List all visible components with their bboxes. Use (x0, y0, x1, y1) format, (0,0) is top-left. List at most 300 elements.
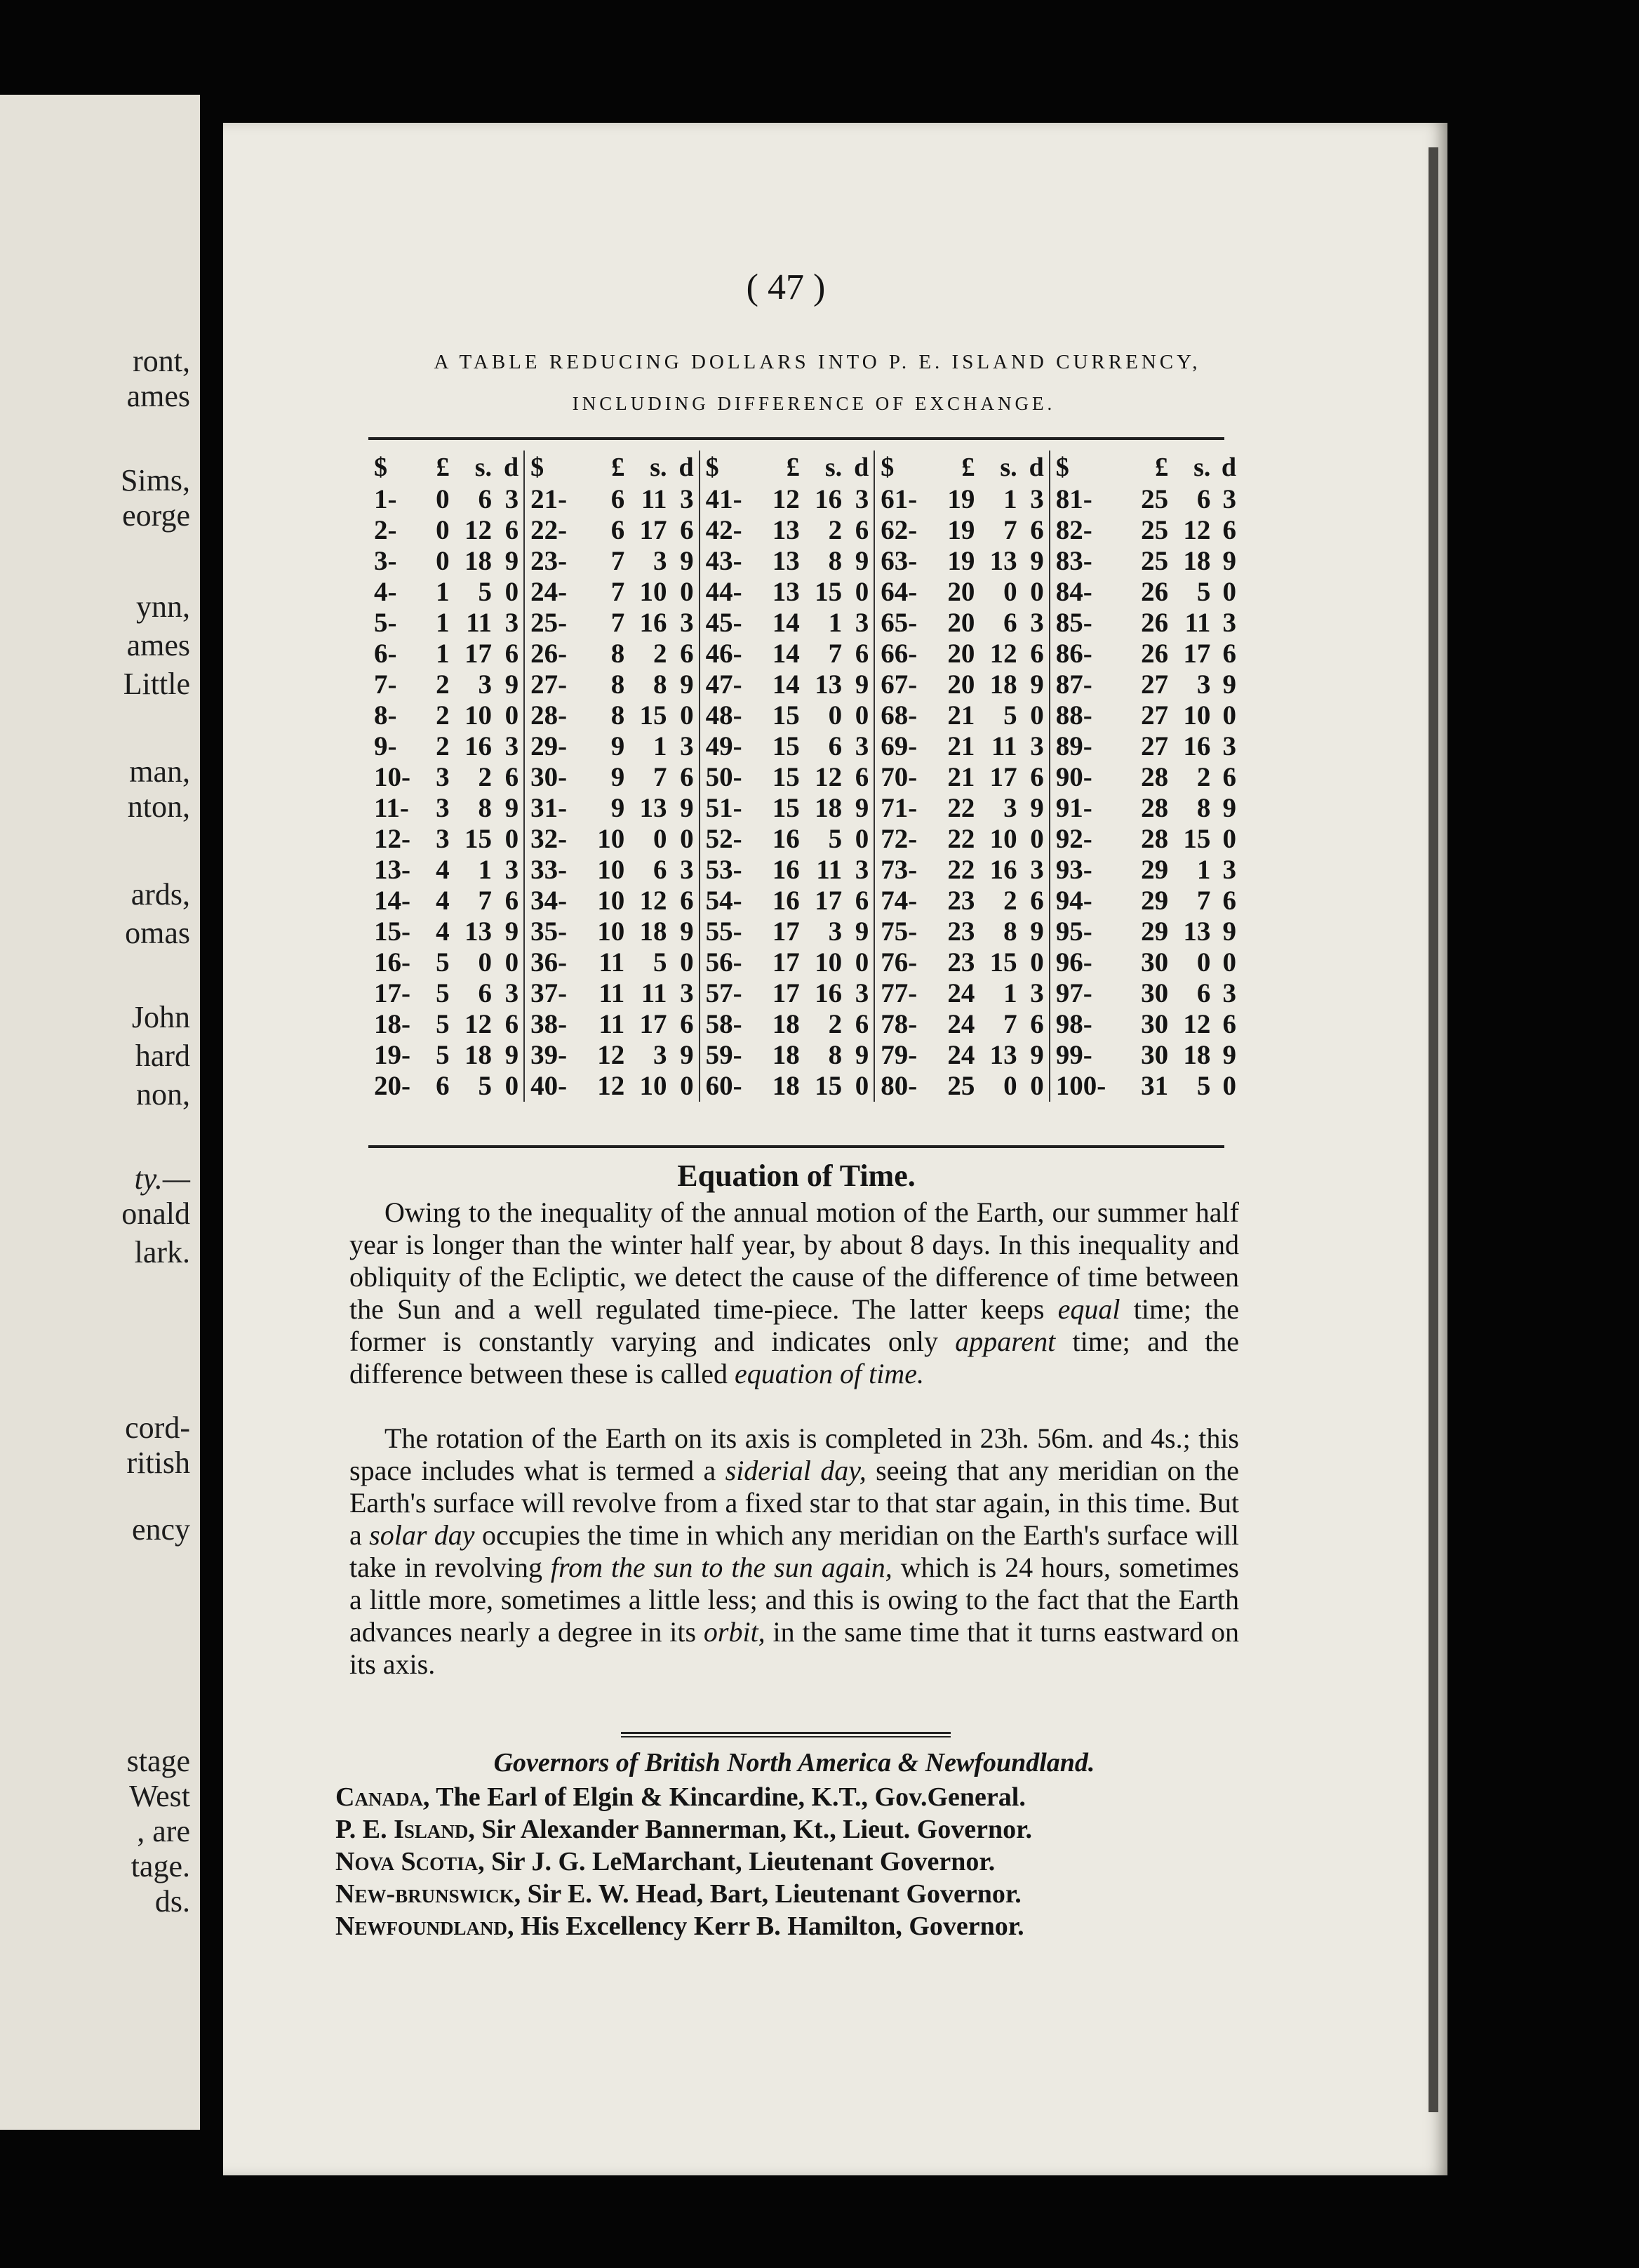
table-cell: 0 (1222, 700, 1236, 731)
table-cell: 18 (1183, 1040, 1211, 1070)
table-cell: 12- (374, 824, 410, 854)
table-cell: 0 (1222, 577, 1236, 607)
table-cell: 6 (1019, 762, 1050, 793)
table-cell: 0 (478, 947, 492, 978)
table-cell: 6 (436, 1071, 450, 1101)
table-row (368, 515, 1238, 546)
table-cell: 16 (1183, 731, 1211, 761)
table-cell: 2 (653, 639, 667, 669)
table-cell: 30 (1141, 1040, 1169, 1070)
facing-page-line: omas (125, 916, 190, 950)
table-cell: 14 (772, 669, 800, 700)
table-cell: 58- (705, 1009, 742, 1039)
table-cell: 24 (947, 978, 975, 1008)
province-name: P. E. Island, (335, 1815, 475, 1844)
table-cell: 5 (436, 1040, 450, 1070)
table-cell: 3 (844, 855, 874, 886)
column-header: £ (786, 453, 800, 482)
table-cell: 99- (1055, 1040, 1092, 1070)
column-header: d (1019, 451, 1050, 484)
table-cell: 13 (464, 916, 492, 947)
table-cell: 55- (705, 916, 742, 947)
table-cell: 9- (374, 731, 397, 761)
facing-page-line: cord- (125, 1410, 190, 1445)
table-cell: 98- (1055, 1009, 1092, 1039)
column-header: d (494, 451, 524, 484)
table-cell: 3 (1222, 978, 1236, 1008)
facing-page-line: lark. (134, 1235, 190, 1269)
table-cell: 38- (530, 1009, 568, 1039)
table-cell: 3 (494, 978, 524, 1009)
table-cell: 3 (669, 608, 700, 639)
table-cell: 18 (639, 916, 667, 947)
table-cell: 0 (653, 824, 667, 854)
table-cell: 3- (374, 546, 397, 576)
table-cell: 9 (669, 546, 700, 577)
table-cell: 5 (436, 1009, 450, 1039)
table-cell: 0 (494, 577, 524, 608)
table-cell: 16 (815, 484, 843, 514)
table-cell: 18 (772, 1071, 800, 1101)
table-cell: 36- (530, 947, 568, 978)
table-cell: 15- (374, 916, 410, 947)
facing-page-line: Little (123, 667, 190, 701)
table-row (368, 1071, 1238, 1102)
table-cell: 3 (844, 731, 874, 762)
table-cell: 7 (828, 639, 843, 669)
table-cell: 18- (374, 1009, 410, 1039)
table-cell: 21 (947, 700, 975, 731)
table-cell: 11 (991, 731, 1017, 761)
table-cell: 9 (1019, 546, 1050, 577)
column-header: d (669, 451, 700, 484)
table-cell: 2 (436, 669, 450, 700)
table-cell: 52- (705, 824, 742, 854)
table-cell: 0 (1019, 700, 1050, 731)
facing-page-line: West (129, 1779, 190, 1813)
table-cell: 12 (1183, 1009, 1211, 1039)
table-cell: 17- (374, 978, 410, 1008)
table-cell: 6- (374, 639, 397, 669)
facing-page-line: tage. (131, 1849, 190, 1883)
table-cell: 28 (1141, 793, 1169, 823)
table-cell: 0 (669, 700, 700, 731)
table-cell: 3 (494, 608, 524, 639)
column-header: d (844, 451, 874, 484)
table-cell: 95- (1055, 916, 1092, 947)
table-cell: 85- (1055, 608, 1092, 638)
table-cell: 3 (828, 916, 843, 947)
table-cell: 13 (989, 546, 1017, 576)
table-cell: 11 (641, 484, 667, 514)
table-cell: 92- (1055, 824, 1092, 854)
table-cell: 27 (1141, 669, 1169, 700)
table-cell: 27 (1141, 731, 1169, 761)
table-cell: 3 (494, 855, 524, 886)
column-header: s. (1193, 453, 1211, 482)
table-cell: 19 (947, 484, 975, 514)
table-cell: 31- (530, 793, 568, 823)
table-cell: 3 (844, 978, 874, 1009)
table-cell: 6 (1196, 484, 1211, 514)
table-cell: 10- (374, 762, 410, 792)
table-cell: 17 (464, 639, 492, 669)
table-cell: 0 (844, 824, 874, 855)
table-cell: 4- (374, 577, 397, 607)
facing-page-line: , are (137, 1814, 190, 1848)
table-cell: 12 (772, 484, 800, 514)
table-cell: 3 (844, 608, 874, 639)
table-cell: 7 (610, 577, 625, 607)
table-cell: 6 (669, 1009, 700, 1040)
table-cell: 20 (947, 669, 975, 700)
table-cell: 9 (1222, 1040, 1236, 1070)
table-cell: 9 (1019, 793, 1050, 824)
column-header: s. (1000, 453, 1017, 482)
table-cell: 0 (1196, 947, 1211, 978)
table-cell: 9 (494, 669, 524, 700)
table-cell: 46- (705, 639, 742, 669)
table-cell: 15 (772, 731, 800, 761)
table-cell: 17 (772, 978, 800, 1008)
governor-name: Sir E. W. Head, Bart, Lieutenant Governor. (521, 1879, 1022, 1909)
table-cell: 0 (844, 947, 874, 978)
governor-name: Sir Alexander Bannerman, Kt., Lieut. Governor. (474, 1815, 1033, 1844)
table-cell: 29 (1141, 916, 1169, 947)
table-cell: 43- (705, 546, 742, 576)
table-cell: 15 (815, 1071, 843, 1101)
table-cell: 60- (705, 1071, 742, 1101)
table-cell: 2 (1196, 762, 1211, 792)
table-cell: 6 (1019, 1009, 1050, 1040)
table-cell: 16 (772, 855, 800, 885)
table-cell: 31 (1141, 1071, 1169, 1101)
table-cell: 0 (1019, 1071, 1050, 1102)
body-text: which is 24 hours, sometimes a little more, sometimes a little less; and this is owing to the fact that the Earth advances nearly a degree in its (349, 1552, 1239, 1648)
table-cell: 9 (494, 546, 524, 577)
table-cell: 9 (669, 1040, 700, 1071)
table-cell: 54- (705, 886, 742, 916)
table-cell: 3 (478, 669, 492, 700)
facing-page-line: non, (136, 1077, 190, 1112)
facing-page-line: eorge (122, 498, 190, 533)
table-cell: 6 (669, 639, 700, 669)
table-cell: 3 (844, 484, 874, 515)
table-cell: 0 (669, 824, 700, 855)
table-cell: 3 (494, 484, 524, 515)
table-cell: 0 (669, 1071, 700, 1102)
table-cell: 1 (653, 731, 667, 761)
currency-conversion-table (368, 451, 1238, 1102)
table-row (368, 1040, 1238, 1071)
table-cell: 2- (374, 515, 397, 545)
table-cell: 5 (478, 577, 492, 607)
table-cell: 3 (1019, 484, 1050, 515)
table-cell: 0 (844, 1071, 874, 1102)
table-cell: 97- (1055, 978, 1092, 1008)
table-cell: 51- (705, 793, 742, 823)
table-cell: 28- (530, 700, 568, 731)
table-cell: 1 (828, 608, 843, 638)
table-cell: 15 (772, 793, 800, 823)
table-cell: 16 (815, 978, 843, 1008)
facing-page-line: ency (131, 1512, 190, 1547)
page-edge (1429, 147, 1438, 2112)
table-row (368, 577, 1238, 608)
table-cell: 23 (947, 916, 975, 947)
table-cell: 3 (653, 1040, 667, 1070)
table-row (368, 1009, 1238, 1040)
governor-name: Sir J. G. LeMarchant, Lieutenant Governor. (484, 1847, 996, 1876)
table-cell: 8 (1196, 793, 1211, 823)
table-cell: 44- (705, 577, 742, 607)
table-row (368, 484, 1238, 515)
body-text: occupies the time in which any meridian on the Earth's surface will take in revolving (349, 1519, 1239, 1583)
table-cell: 12 (597, 1040, 625, 1070)
table-cell: 50- (705, 762, 742, 792)
table-cell: 18 (772, 1040, 800, 1070)
equation-paragraph-1 (349, 1196, 1239, 1390)
table-cell: 12 (815, 762, 843, 792)
table-cell: 90- (1055, 762, 1092, 792)
table-cell: 6 (1196, 978, 1211, 1008)
table-title: A TABLE REDUCING DOLLARS INTO P. E. ISLAND CURRENCY, (434, 351, 1201, 373)
table-cell: 57- (705, 978, 742, 1008)
table-cell: 10 (597, 886, 625, 916)
governors-list (335, 1781, 1247, 1942)
facing-page-line: ames (126, 628, 190, 662)
table-cell: 2 (828, 515, 843, 545)
table-cell: 29 (1141, 886, 1169, 916)
table-cell: 9 (494, 793, 524, 824)
table-cell: 22 (947, 824, 975, 854)
table-cell: 40- (530, 1071, 568, 1101)
table-cell: 33- (530, 855, 568, 885)
governor-name: The Earl of Elgin & Kincardine, K.T., Gov.General. (429, 1782, 1026, 1812)
province-name: Nova Scotia, (335, 1847, 485, 1876)
table-cell: 9 (1222, 916, 1236, 947)
table-cell: 5 (436, 947, 450, 978)
table-cell: 9 (1019, 1040, 1050, 1071)
table-cell: 9 (1222, 793, 1236, 823)
table-cell: 2 (478, 762, 492, 792)
table-cell: 10 (597, 916, 625, 947)
table-cell: 6 (494, 639, 524, 669)
table-cell: 64- (881, 577, 918, 607)
facing-page-line: onald (121, 1196, 190, 1231)
table-cell: 18 (464, 546, 492, 576)
table-cell: 37- (530, 978, 568, 1008)
table-row (368, 731, 1238, 762)
column-header: $ (1055, 453, 1069, 482)
table-cell: 4 (436, 916, 450, 947)
table-cell: 72- (881, 824, 918, 854)
equation-paragraph-2 (349, 1422, 1239, 1681)
table-cell: 9 (494, 916, 524, 947)
table-cell: 6 (610, 515, 625, 545)
table-cell: 21 (947, 762, 975, 792)
table-cell: 71- (881, 793, 918, 823)
table-cell: 1 (436, 608, 450, 638)
table-cell: 10 (989, 824, 1017, 854)
table-cell: 2 (1003, 886, 1017, 916)
table-row (368, 978, 1238, 1009)
table-cell: 19 (947, 515, 975, 545)
table-cell: 66- (881, 639, 918, 669)
table-cell: 32- (530, 824, 568, 854)
table-cell: 8 (828, 546, 843, 576)
table-cell: 23 (947, 947, 975, 978)
table-cell: 6 (1222, 639, 1236, 669)
table-cell: 6 (1222, 515, 1236, 545)
table-cell: 6 (478, 484, 492, 514)
table-cell: 8 (828, 1040, 843, 1070)
table-cell: 23 (947, 886, 975, 916)
table-cell: 24- (530, 577, 568, 607)
table-cell: 15 (1183, 824, 1211, 854)
table-cell: 11 (641, 978, 667, 1008)
table-cell: 1 (1003, 484, 1017, 514)
table-cell: 0 (1019, 947, 1050, 978)
table-cell: 9 (610, 762, 625, 792)
table-cell: 10 (639, 577, 667, 607)
table-row (368, 793, 1238, 824)
table-row (368, 855, 1238, 886)
table-cell: 13 (772, 577, 800, 607)
facing-page (0, 95, 200, 2130)
table-cell: 1- (374, 484, 397, 514)
table-cell: 16 (772, 824, 800, 854)
table-top-rule (368, 437, 1224, 440)
body-text: in the same time that it turns eastward on its axis. (349, 1616, 1239, 1680)
table-cell: 3 (669, 484, 700, 515)
table-cell: 0 (494, 824, 524, 855)
table-cell: 9 (610, 793, 625, 823)
table-cell: 73- (881, 855, 918, 885)
table-cell: 84- (1055, 577, 1092, 607)
table-cell: 6 (1003, 608, 1017, 638)
table-cell: 13 (815, 669, 843, 700)
table-cell: 19- (374, 1040, 410, 1070)
table-cell: 0 (1019, 577, 1050, 608)
table-cell: 65- (881, 608, 918, 638)
table-cell: 59- (705, 1040, 742, 1070)
table-cell: 1 (436, 639, 450, 669)
table-cell: 78- (881, 1009, 918, 1039)
table-cell: 20 (947, 608, 975, 638)
table-cell: 20- (374, 1071, 410, 1101)
table-cell: 15 (639, 700, 667, 731)
table-cell: 0 (1222, 1071, 1236, 1101)
equation-of-time-heading: Equation of Time. (677, 1159, 916, 1193)
table-cell: 0 (1222, 824, 1236, 854)
table-cell: 70- (881, 762, 918, 792)
table-cell: 11 (598, 978, 625, 1008)
facing-page-line: man, (129, 754, 190, 789)
table-cell: 0 (436, 484, 450, 514)
table-cell: 10 (815, 947, 843, 978)
table-cell: 3 (1019, 978, 1050, 1009)
table-cell: 10 (597, 824, 625, 854)
italic-text: solar day (369, 1519, 475, 1551)
table-cell: 17 (772, 916, 800, 947)
column-header: £ (1155, 453, 1169, 482)
body-text: The rotation of the Earth on its axis is completed in 23h. 56m. and 4s.; this space includes what is termed a (349, 1422, 1239, 1486)
table-cell: 7 (610, 546, 625, 576)
table-cell: 0 (828, 700, 843, 731)
table-cell: 6 (1019, 515, 1050, 546)
table-cell: 11 (816, 855, 843, 885)
table-cell: 10 (597, 855, 625, 885)
table-cell: 16 (989, 855, 1017, 885)
table-cell: 13 (772, 546, 800, 576)
table-cell: 0 (1003, 577, 1017, 607)
table-cell: 17 (639, 1009, 667, 1039)
table-cell: 9 (1222, 669, 1236, 700)
table-cell: 12 (989, 639, 1017, 669)
table-cell: 26 (1141, 577, 1169, 607)
table-cell: 16- (374, 947, 410, 978)
table-cell: 79- (881, 1040, 918, 1070)
table-cell: 91- (1055, 793, 1092, 823)
table-cell: 0 (844, 700, 874, 731)
table-cell: 86- (1055, 639, 1092, 669)
table-cell: 5 (828, 824, 843, 854)
table-cell: 25 (1141, 515, 1169, 545)
table-cell: 6 (844, 639, 874, 669)
table-cell: 83- (1055, 546, 1092, 576)
table-cell: 6 (844, 762, 874, 793)
column-header: s. (474, 453, 492, 482)
table-cell: 3 (436, 824, 450, 854)
table-row (368, 824, 1238, 855)
table-cell: 6 (610, 484, 625, 514)
table-cell: 9 (669, 793, 700, 824)
table-cell: 1 (478, 855, 492, 885)
table-cell: 25- (530, 608, 568, 638)
table-cell: 7 (1003, 515, 1017, 545)
governor-entry (335, 1813, 1247, 1846)
table-cell: 8 (653, 669, 667, 700)
table-cell: 5 (436, 978, 450, 1008)
province-name: New-brunswick, (335, 1879, 521, 1909)
table-cell: 26- (530, 639, 568, 669)
table-cell: 17 (815, 886, 843, 916)
table-cell: 76- (881, 947, 918, 978)
table-cell: 89- (1055, 731, 1092, 761)
table-row (368, 608, 1238, 639)
table-cell: 18 (1183, 546, 1211, 576)
table-cell: 6 (494, 515, 524, 546)
body-text: seeing that any meridian on the Earth's surface will revolve from a fixed star to that star again, in this time. But a (349, 1455, 1239, 1551)
table-cell: 28 (1141, 824, 1169, 854)
table-cell: 11 (598, 947, 625, 978)
table-cell: 22 (947, 855, 975, 885)
table-cell: 17 (772, 947, 800, 978)
table-cell: 29 (1141, 855, 1169, 885)
table-cell: 3 (653, 546, 667, 576)
table-cell: 24 (947, 1040, 975, 1070)
column-header: $ (374, 453, 387, 482)
table-cell: 16 (639, 608, 667, 638)
table-cell: 11 (598, 1009, 625, 1039)
facing-page-line: ames (126, 379, 190, 413)
table-cell: 18 (989, 669, 1017, 700)
table-cell: 1 (436, 577, 450, 607)
table-cell: 23- (530, 546, 568, 576)
column-header: s. (824, 453, 843, 482)
table-cell: 4 (436, 855, 450, 885)
